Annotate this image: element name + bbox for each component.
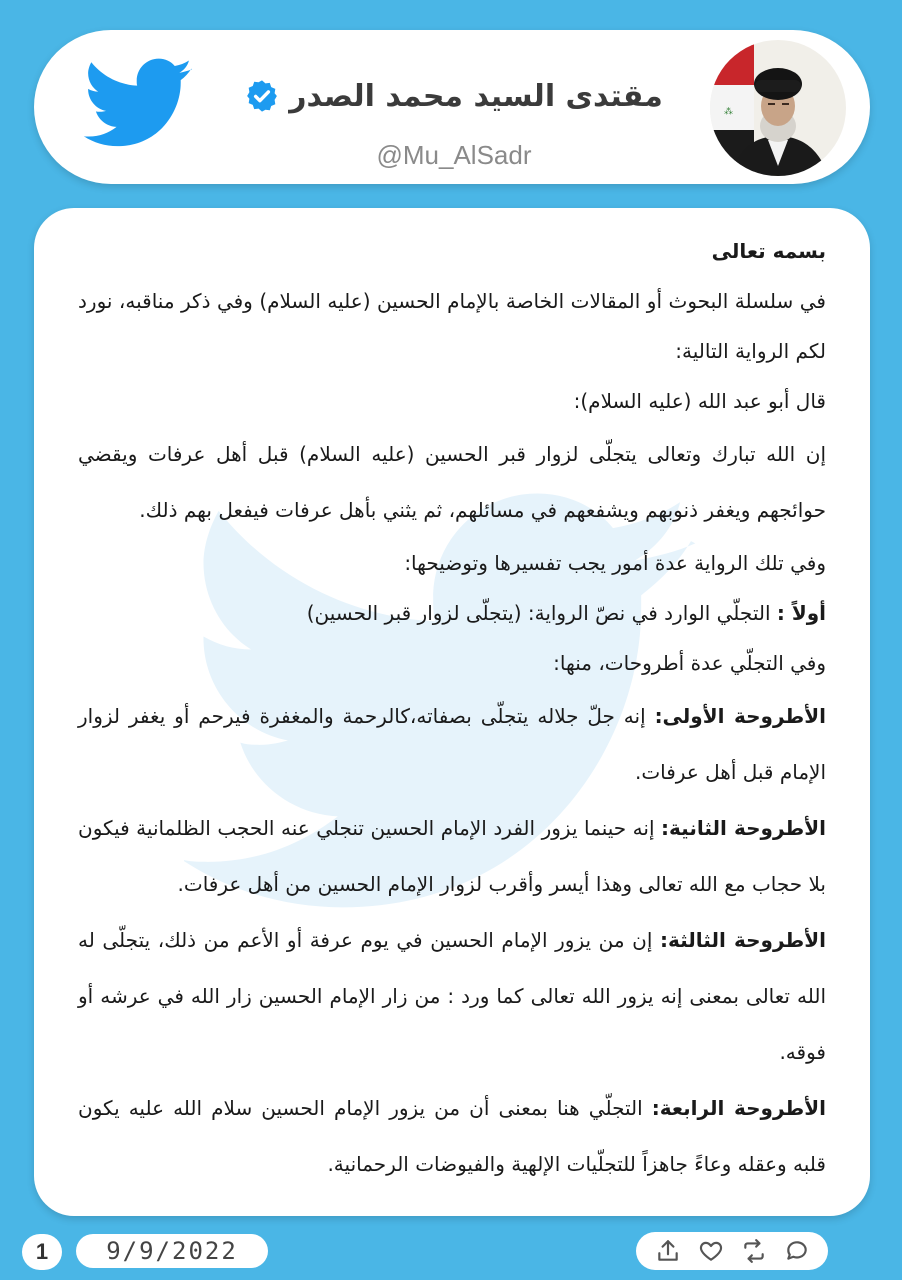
retweet-icon[interactable] — [741, 1238, 767, 1264]
profile-header-card — [34, 30, 870, 184]
share-icon[interactable] — [655, 1238, 681, 1264]
name-row — [239, 70, 669, 122]
paragraph-heading: بسمه تعالى — [711, 239, 826, 263]
paragraph-heading: الأطروحة الثانية: — [661, 816, 826, 840]
paragraph-text: إن الله تبارك وتعالى يتجلّى لزوار قبر الحسين (عليه السلام) قبل أهل عرفات ويقضي حوائجهم ويغفر ذنوبهم ويشفعهم في مسائلهم، ثم يثني بأهل عرفات فيفعل بهم ذلك. — [78, 442, 826, 522]
tweet-footer — [0, 1226, 902, 1280]
like-icon[interactable] — [698, 1238, 724, 1264]
tweet-card — [34, 208, 870, 1216]
tweet-paragraph — [78, 912, 826, 1080]
tweet-date: 9/9/2022 — [76, 1234, 268, 1268]
tweet-paragraph — [78, 376, 826, 426]
twitter-bird-icon — [84, 58, 194, 150]
svg-text:⁂: ⁂ — [724, 107, 733, 117]
tweet-paragraph — [78, 426, 826, 538]
paragraph-heading: الأطروحة الثالثة: — [659, 928, 826, 952]
tweet-paragraph — [78, 588, 826, 638]
tweet-paragraph — [78, 226, 826, 276]
tweet-paragraph — [78, 688, 826, 800]
tweet-paragraph — [78, 800, 826, 912]
user-handle[interactable]: @Mu_AlSadr — [376, 140, 532, 170]
paragraph-heading: الأطروحة الرابعة: — [651, 1096, 826, 1120]
paragraph-text: التجلّي هنا بمعنى أن من يزور الإمام الحسين سلام الله عليه يكون قلبه وعقله وعاءً جاهزاً للتجلّيات الإلهية والفيوضات الرحمانية. — [78, 1096, 826, 1176]
tweet-paragraph — [78, 276, 826, 376]
tweet-paragraph — [78, 638, 826, 688]
paragraph-text: إن من يزور الإمام الحسين في يوم عرفة أو الأعم من ذلك، يتجلّى له الله تعالى بمعنى إنه يزور الله تعالى كما ورد : من زار الإمام الحسين زار الله في عرشه أو فوقه. — [78, 928, 826, 1064]
paragraph-text: وفي تلك الرواية عدة أمور يجب تفسيرها وتوضيحها: — [404, 551, 826, 575]
paragraph-text: التجلّي الوارد في نصّ الرواية: (يتجلّى لزوار قبر الحسين) — [306, 601, 777, 625]
paragraph-heading: الأطروحة الأولى: — [654, 704, 826, 728]
paragraph-text: في سلسلة البحوث أو المقالات الخاصة بالإمام الحسين (عليه السلام) وفي ذكر مناقبه، نورد لكم الرواية التالية: — [78, 289, 826, 363]
avatar[interactable] — [710, 40, 846, 176]
verified-badge-icon — [245, 79, 279, 113]
tweet-paragraph — [78, 1080, 826, 1192]
tweet-text — [78, 226, 826, 1192]
paragraph-text: إنه جلّ جلاله يتجلّى بصفاته،كالرحمة والمغفرة فيرحم أو يغفر لزوار الإمام قبل أهل عرفات. — [78, 704, 826, 784]
tweet-paragraph — [78, 538, 826, 588]
display-name: مقتدى السيد محمد الصدر — [289, 78, 663, 114]
paragraph-text: إنه حينما يزور الفرد الإمام الحسين تنجلي عنه الحجب الظلمانية فيكون بلا حجاب مع الله تعالى وهذا أيسر وأقرب لزوار الإمام الحسين من أهل عرفات. — [78, 816, 826, 896]
reply-icon[interactable] — [784, 1238, 810, 1264]
avatar-portrait — [710, 40, 846, 176]
paragraph-heading: أولاً : — [776, 601, 826, 625]
paragraph-text: قال أبو عبد الله (عليه السلام): — [573, 389, 826, 413]
tweet-actions — [636, 1232, 828, 1270]
page-number-badge: 1 — [22, 1234, 62, 1270]
paragraph-text: وفي التجلّي عدة أطروحات، منها: — [553, 651, 826, 675]
